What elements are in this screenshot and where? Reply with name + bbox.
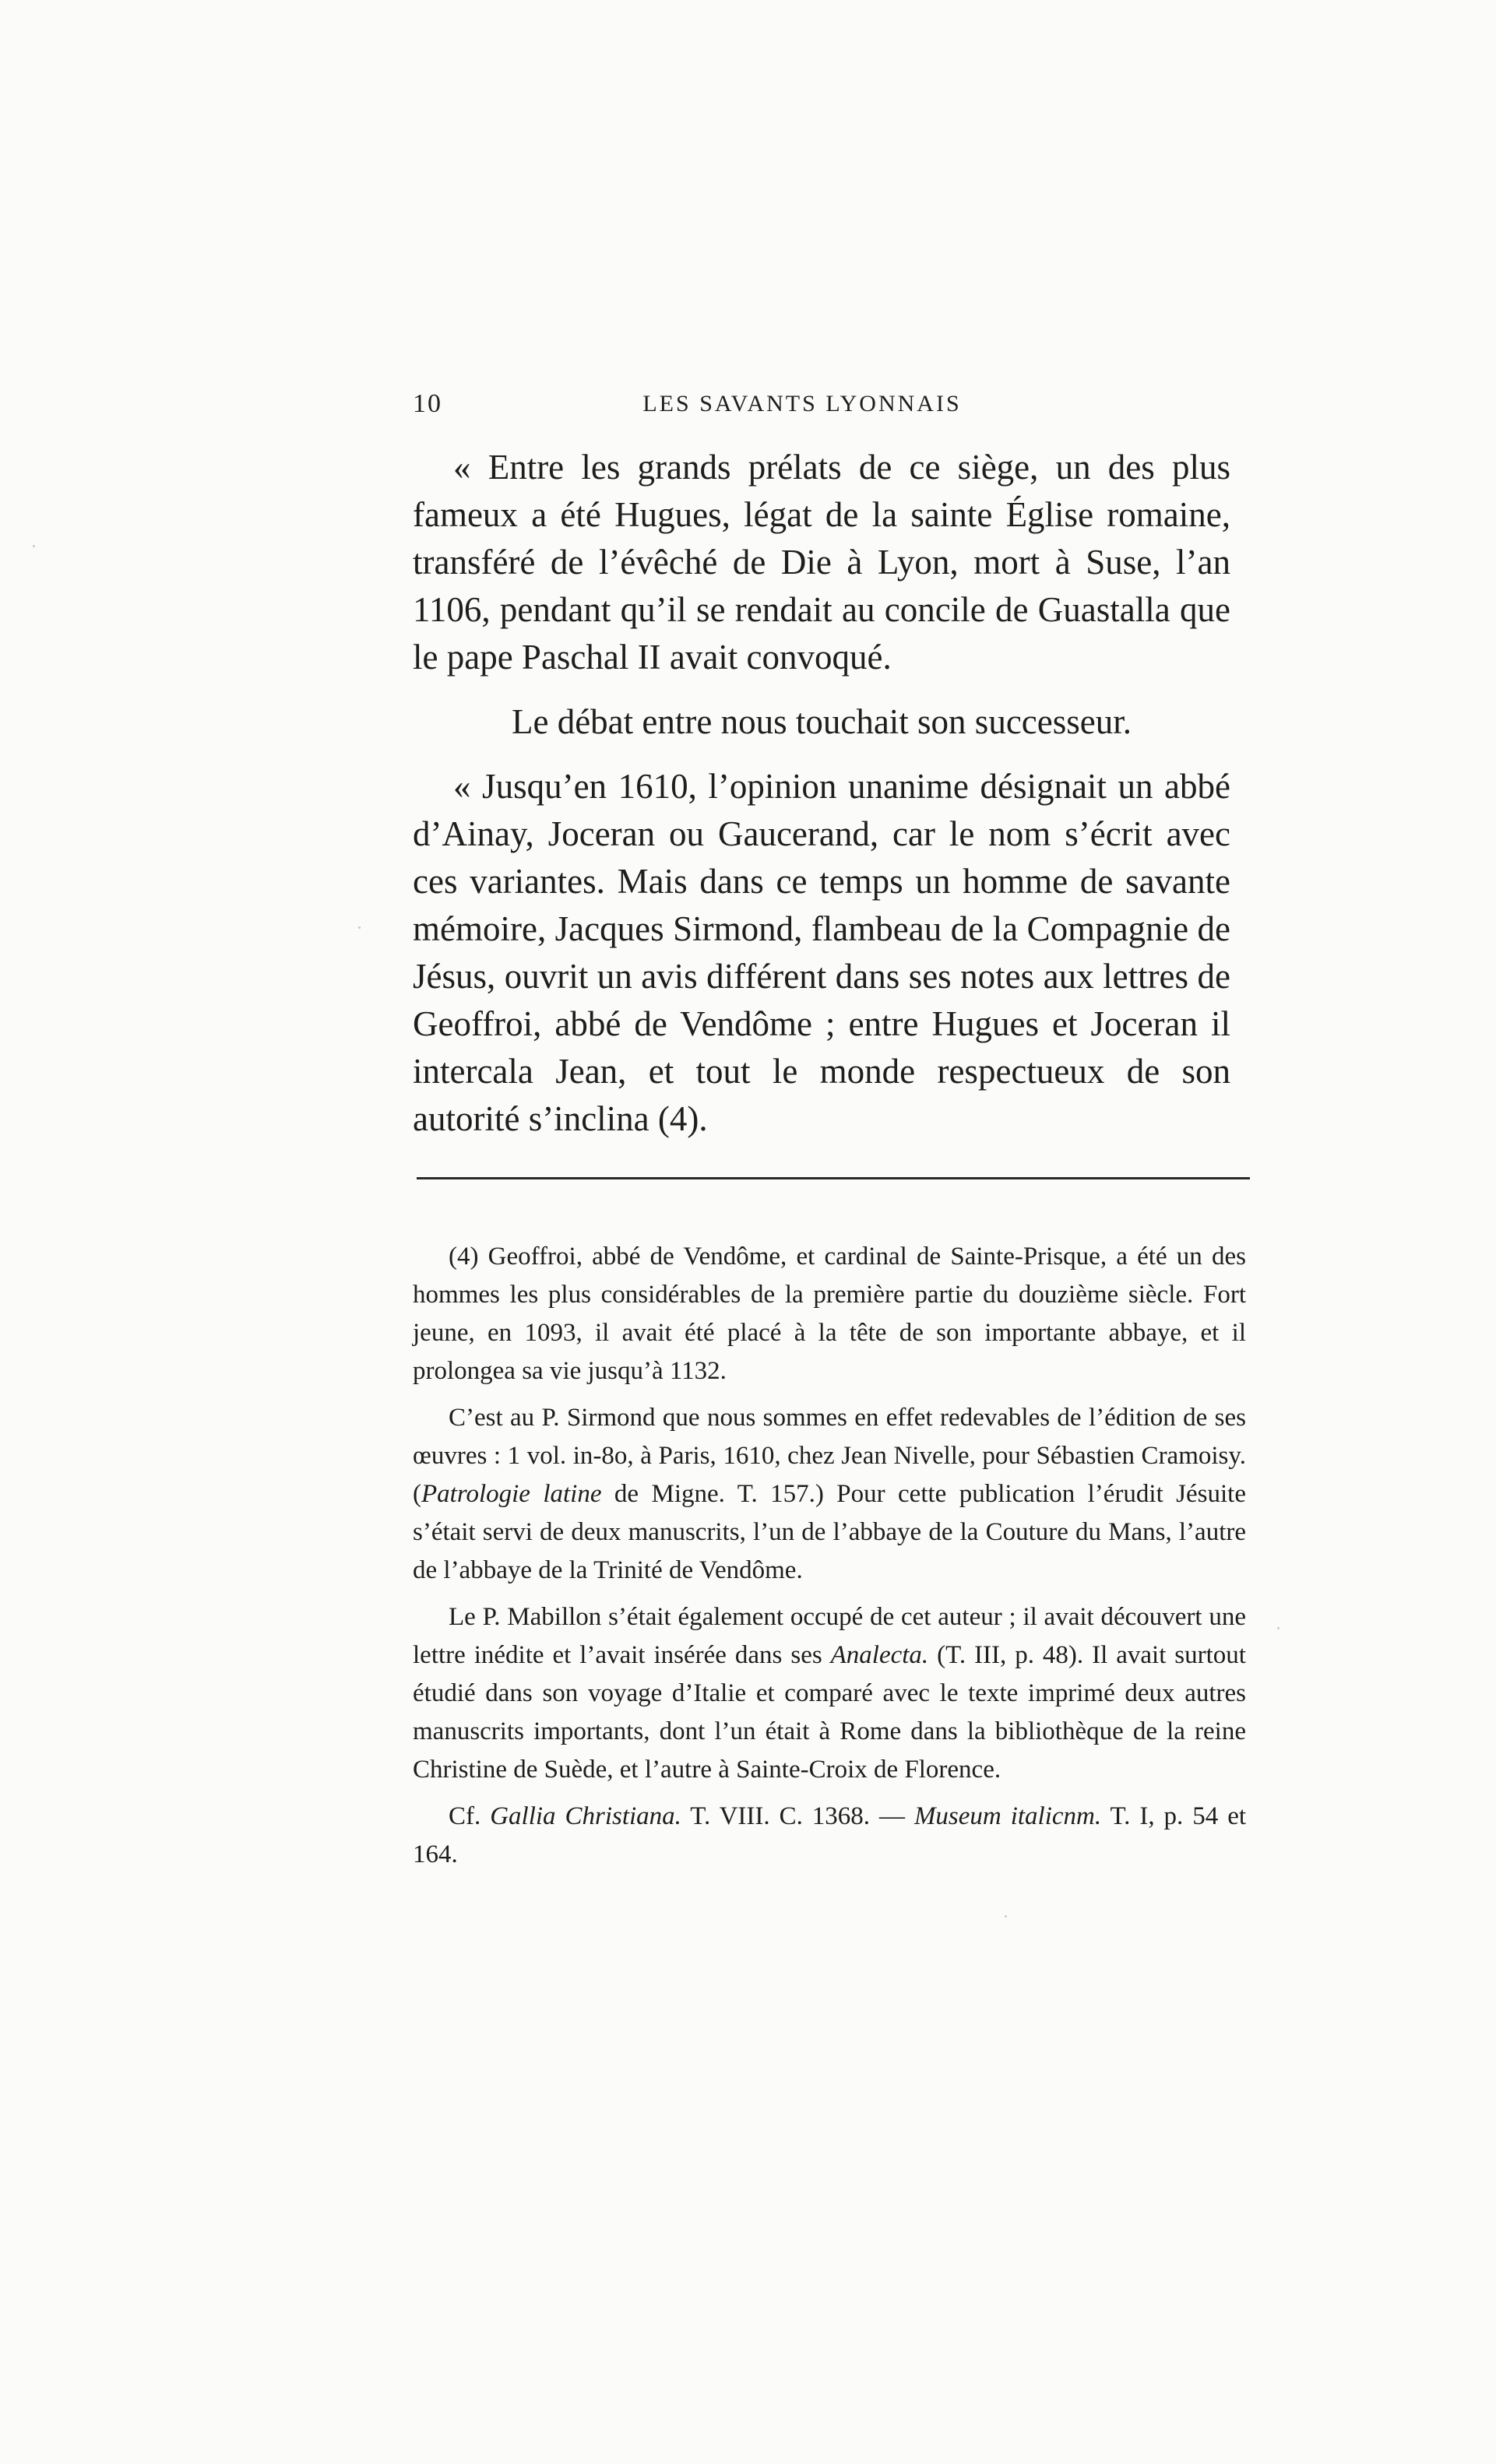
note-text: de Migne. T. 157.) Pour cette publication l’érudit Jésuite s’était servi de deux manuscrits, l’un de l’abbaye de la Couture du Mans, l’autre de l’abbaye de la Trinité de Vendôme. (413, 1480, 1246, 1584)
footnote-sirmond-edition (413, 1399, 1246, 1590)
note-text: T. I, p. 54 et 164. (413, 1802, 1247, 1868)
running-head (413, 389, 1230, 424)
footnote-references (413, 1798, 1246, 1874)
note-text: (T. III, p. 48). Il avait surtout étudié dans son voyage d’Italie et comparé avec le texte imprimé deux autres manuscrits importants, dont l’un était à Rome dans la bibliothèque de la reine Christine de Suède, et l’autre à Sainte-Croix de Florence. (413, 1641, 1246, 1784)
paper-speck (1277, 1627, 1280, 1629)
note-italic-title: Gallia Christiana. (490, 1802, 681, 1830)
note-italic-title: Analecta. (830, 1641, 929, 1669)
note-text: C’est au P. Sirmond que nous sommes en effet redevables de l’édition de ses œuvres : 1 vol. in-8o, à Paris, 1610, chez Jean Nivelle, pour Sébastien Cramoisy. ( (413, 1404, 1246, 1508)
paragraph-debate: Le débat entre nous touchait son successeur. (511, 702, 1132, 741)
note-text: Le P. Mabillon s’était également occupé de cet auteur ; il avait découvert une lettre inédite et l’avait insérée dans ses (413, 1603, 1246, 1669)
footnote-mabillon (413, 1598, 1246, 1789)
main-text (413, 444, 1230, 1143)
note-italic-title: Museum italicnm. (913, 1802, 1102, 1830)
book-title: LES SAVANTS LYONNAIS (642, 391, 962, 417)
paper-speck (358, 926, 361, 929)
paragraph-sirmond: « Jusqu’en 1610, l’opinion unanime désignait un abbé d’Ainay, Joceran ou Gaucerand, car le nom s’écrit avec ces variantes. Mais dans ce temps un homme de savante mémoire, Jacques Sirmond, flambeau de la Compagnie de Jésus, ouvrit un avis différent dans ses notes aux lettres de Geoffroi, abbé de Vendôme ; entre Hugues et Joceran il intercala Jean, et tout le monde respectueux de son autorité s’inclina (4). (413, 767, 1230, 1138)
footnote-4: (4) Geoffroi, abbé de Vendôme, et cardinal de Sainte-Prisque, a été un des hommes les plus considérables de la première partie du douzième siècle. Fort jeune, en 1093, il avait été placé à la tête de son importante abbaye, et il prolongea sa vie jusqu’à 1132. (413, 1243, 1246, 1385)
note-italic-title: Patrologie latine (421, 1480, 602, 1508)
note-text: T. VIII. C. 1368. — (681, 1802, 914, 1830)
paragraph-hugues: « Entre les grands prélats de ce siège, un des plus fameux a été Hugues, légat de la sainte Église romaine, transféré de l’évêché de Die à Lyon, mort à Suse, l’an 1106, pendant qu’il se rendait au concile de Guastalla que le pape Paschal II avait convoqué. (413, 448, 1230, 677)
footnotes (413, 1238, 1246, 1882)
page-number: 10 (413, 389, 442, 418)
note-text: Cf. (449, 1802, 491, 1830)
paper-speck (1005, 1915, 1007, 1917)
paper-speck (33, 545, 35, 547)
footnote-rule (417, 1177, 1250, 1179)
